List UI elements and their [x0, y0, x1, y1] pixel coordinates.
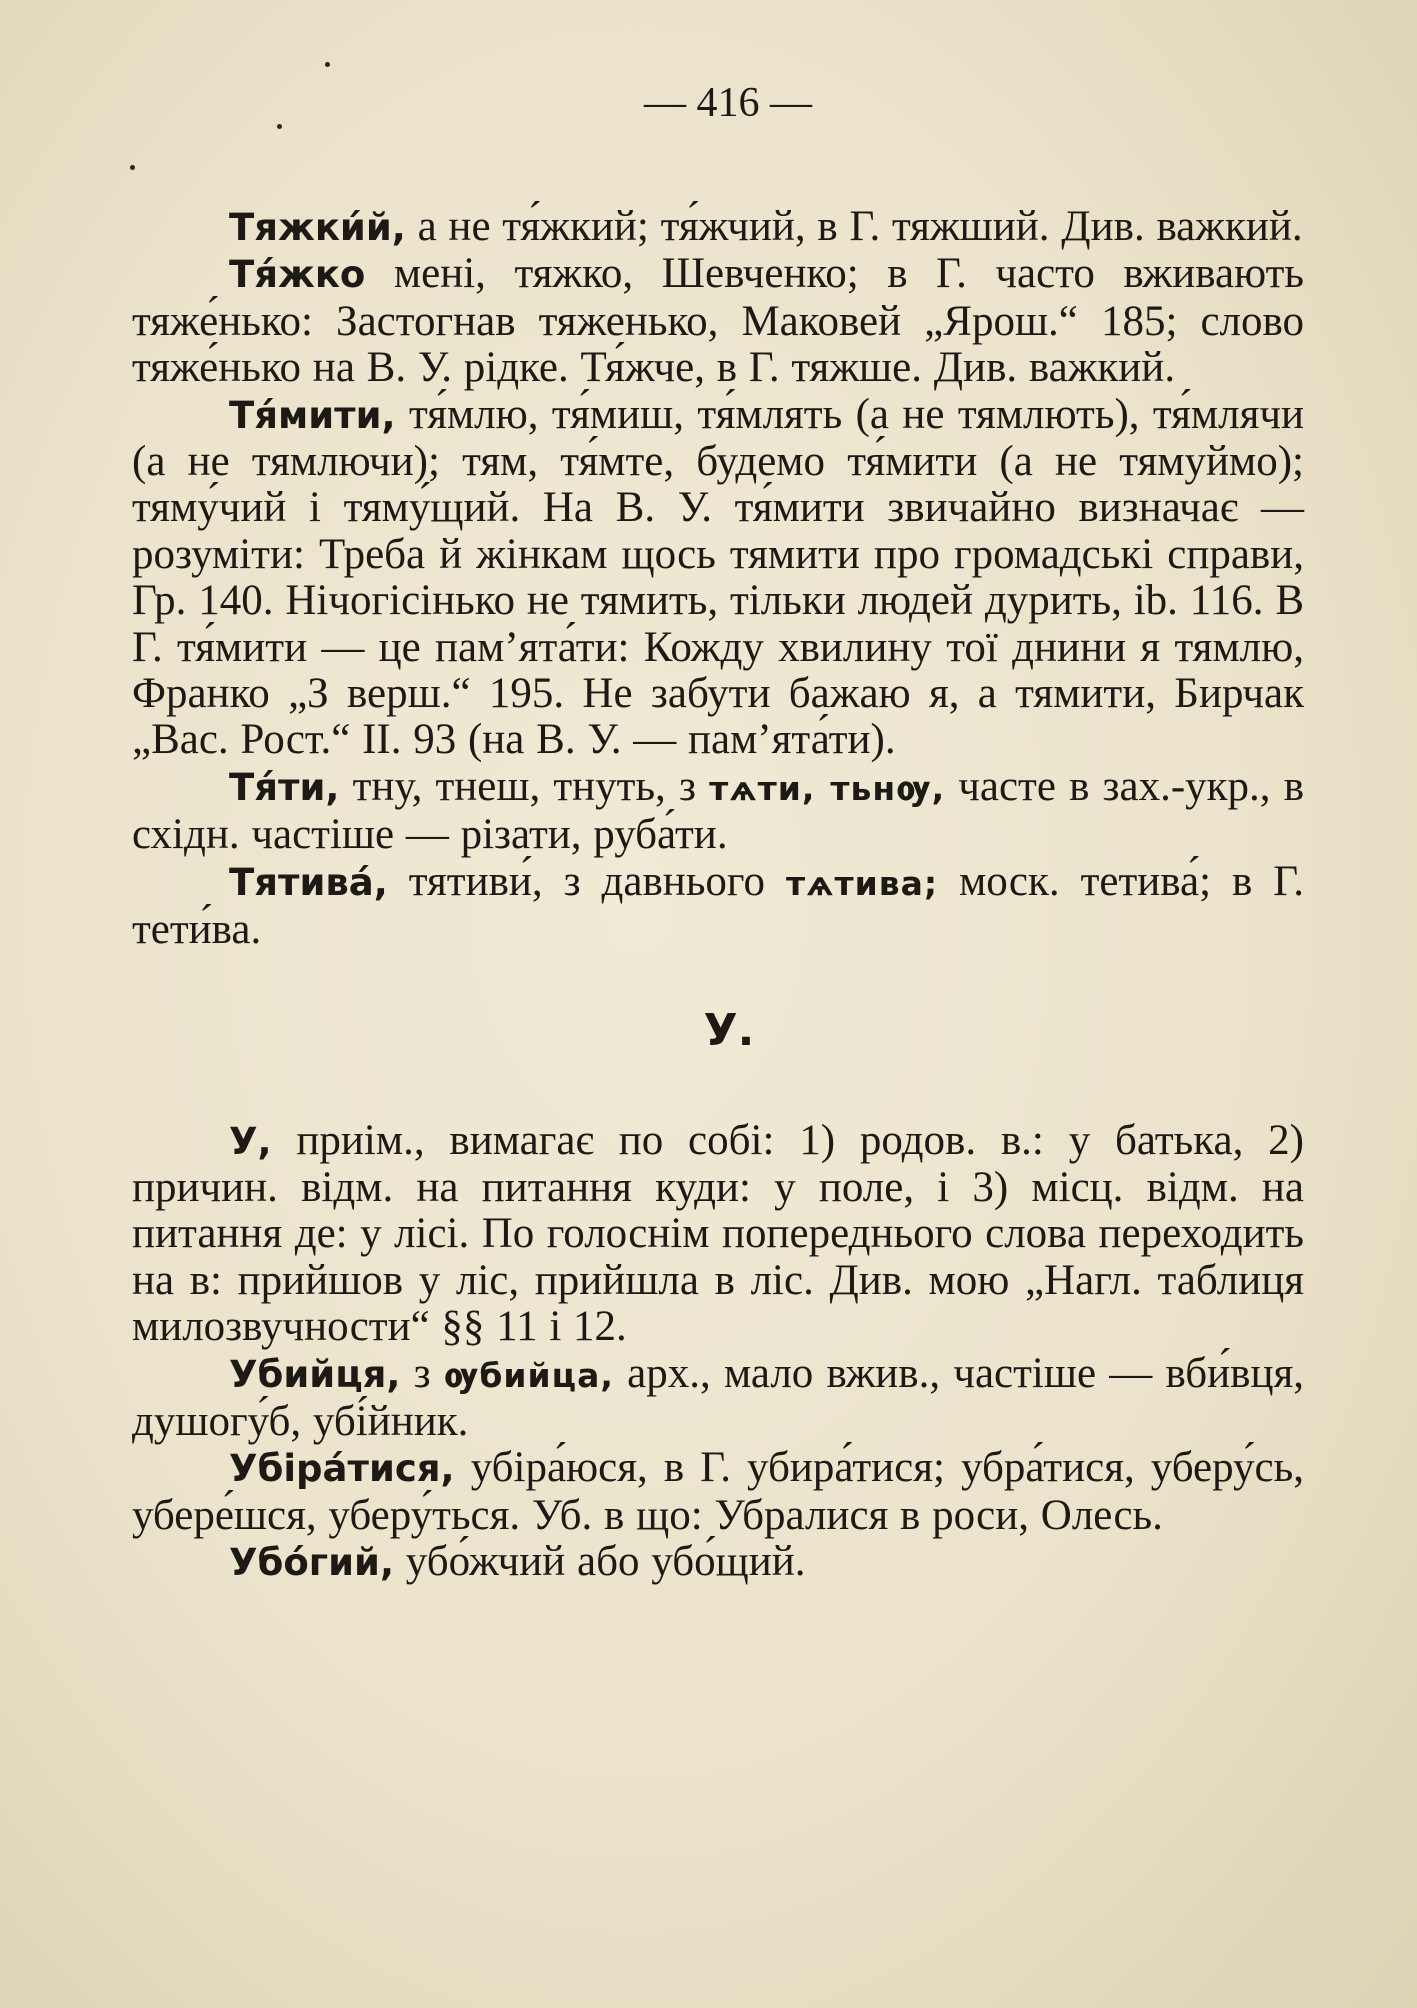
entry-headword: Убо́гий, — [229, 1541, 395, 1585]
entry-text: тя́млю, тя́миш, тя́млять (а не тямлють), тя́млячи (а не тямлючи); тям, тя́мте, будемо тя́мити (а не тямуймо); тяму́чий і тяму́щий. На В. У. тя́мити звичайно визначає — розуміти: Треба й жінкам щось тямити про громадські справи, Гр. 140. Нічогісінько не тямить, тільки людей дурить, ib. 116. В Г. тя́мити — це пам’ята́ти: Кожду хвилину тої днини я тямлю, Франко „З верш.“ 195. Не забути бажаю я, а тямити, Бирчак „Вас. Рост.“ II. 93 (на В. У. — пам’ята́ти). — [132, 390, 1304, 764]
entry-text: убіра́юся, в Г. убира́тися; убра́тися, уберу́сь, убере́шся, уберу́ться. Уб. в що: Убралися в роси, Олесь. — [132, 1444, 1304, 1539]
dictionary-entry-tyamyty — [132, 392, 1304, 764]
entry-text: тну, тнеш, тнуть, з — [339, 762, 710, 810]
old-slavonic-form: ѹбийца, — [443, 1355, 614, 1395]
entry-headword: Тятива́, — [229, 860, 388, 904]
dictionary-entry-tyaty — [132, 764, 1304, 859]
dictionary-entry-tyatyva — [132, 859, 1304, 954]
entry-text: арх., мало вжив., частіше — вби́вця, душогу́б, убі́йник. — [132, 1349, 1304, 1445]
ink-speck — [130, 165, 135, 170]
entry-headword: Убийця, — [229, 1352, 401, 1396]
dictionary-entry-ubohyi — [132, 1539, 1304, 1586]
entry-text: приім., вимагає по собі: 1) родов. в.: у батька, 2) причин. відм. на питання куди: у поле, і 3) місц. відм. на питання де: у лісі. По голоснім попереднього слова переходить на в: прийшов у ліс, прийшла в ліс. Див. мою „Нагл. таблиця милозвучности“ §§ 11 і 12. — [132, 1116, 1304, 1351]
dictionary-entry-ubyitsia — [132, 1351, 1304, 1446]
ink-speck — [277, 124, 282, 129]
section-heading: У. — [703, 1004, 755, 1056]
entry-text: мені, тяжко, Шевченко; в Г. часто вживають тяже́нько: Застогнав тяженько, Маковей „Ярош.“ 185; слово тяже́нько на В. У. рідке. Тя́жче, в Г. тяжше. Див. важкий. — [132, 250, 1304, 392]
ink-speck — [325, 62, 330, 67]
entry-text: з — [400, 1349, 444, 1397]
dictionary-entry-tyazhkyi — [132, 204, 1304, 251]
old-slavonic-form: тѧтива; — [785, 863, 939, 903]
entry-text: а не тя́жкий; тя́жчий, в Г. тяжший. Див. важкий. — [405, 203, 1303, 250]
dictionary-entry-tyazhko — [132, 251, 1304, 391]
entry-headword: Тяжки́й, — [229, 206, 406, 249]
entry-text: часте в зах.-укр., в східн. частіше — різати, руба́ти. — [132, 762, 1304, 859]
entry-headword: У, — [229, 1119, 272, 1163]
dictionary-entry-u — [132, 1118, 1304, 1351]
entry-text: моск. тетива́; в Г. тети́ва. — [132, 857, 1304, 954]
entry-headword: Убіра́тися, — [229, 1447, 455, 1491]
old-slavonic-form: тѧти, тьнѹ, — [709, 768, 946, 808]
entry-text: убо́жчий або убо́щий. — [394, 1538, 806, 1586]
book-page — [132, 78, 1304, 1587]
dictionary-entry-ubiratysia — [132, 1445, 1304, 1539]
entry-headword: Тя́жко — [229, 253, 366, 297]
entry-headword: Тя́мити, — [229, 393, 396, 437]
entry-headword: Тя́ти, — [229, 765, 340, 809]
entry-text: тятиви́, з давнього — [387, 857, 786, 905]
page-number: — 416 — — [644, 80, 812, 126]
